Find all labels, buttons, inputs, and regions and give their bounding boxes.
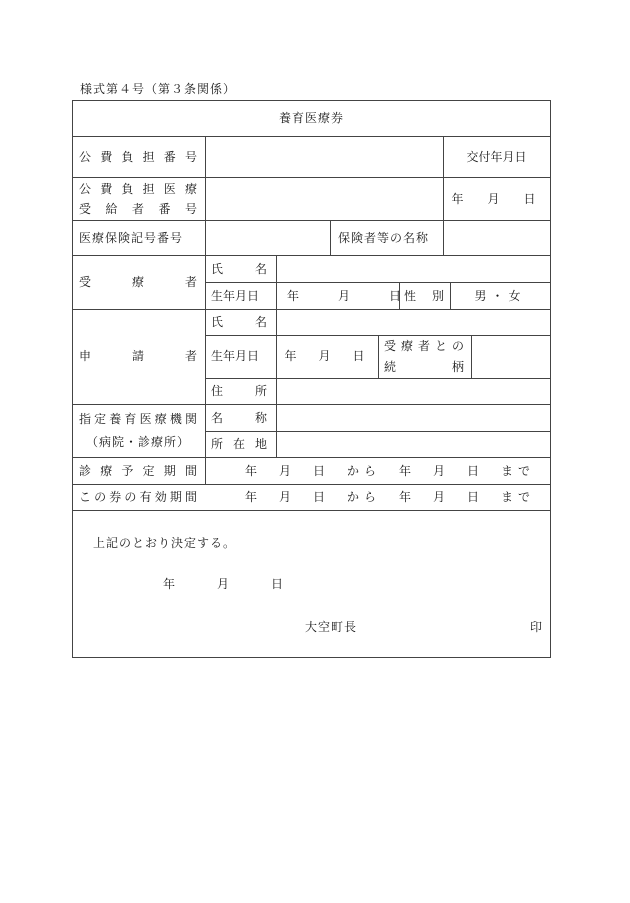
column-divider <box>443 220 444 255</box>
form-title: 養育医療券 <box>278 111 344 125</box>
patient-dob-label: 生年月日 <box>211 289 260 303</box>
patient-sex-label: 性 別 <box>404 289 444 303</box>
issuer-name: 大空町長 <box>305 620 358 634</box>
relation-label-line1: 受 療 者 と の <box>384 339 464 353</box>
validity-period-label: こ の 券 の 有 効 期 間 <box>79 490 197 504</box>
row-divider <box>73 510 550 511</box>
seal-mark: 印 <box>530 620 543 634</box>
decision-statement: 上記のとおり決定する。 <box>93 536 237 550</box>
patient-sex-value: 男・女 <box>474 289 526 303</box>
institution-label-line2: （病院・診療所） <box>85 435 190 449</box>
issue-date-value: 年 月 日 <box>451 192 542 206</box>
row-divider <box>73 484 550 485</box>
treatment-period-to: 年 月 日 まで <box>399 464 536 478</box>
treatment-period-from: 年 月 日 から <box>245 464 382 478</box>
insurer-name-label: 保険者等の名称 <box>338 231 430 245</box>
row-divider <box>73 255 550 256</box>
column-divider <box>378 335 379 378</box>
row-divider <box>73 177 550 178</box>
patient-dob-value: 年 月 日 <box>287 289 407 303</box>
applicant-dob-value: 年 月 日 <box>284 349 370 363</box>
applicant-dob-label: 生年月日 <box>211 349 260 363</box>
applicant-address-label: 住 所 <box>211 384 267 398</box>
medical-voucher-form <box>72 100 551 658</box>
institution-location-label: 所 在 地 <box>211 437 267 451</box>
recipient-number-label-line1: 公 費 負 担 医 療 <box>79 182 197 196</box>
patient-label: 受 療 者 <box>79 275 197 289</box>
row-divider <box>73 220 550 221</box>
row-divider <box>73 404 550 405</box>
treatment-period-label: 診 療 予 定 期 間 <box>79 464 197 478</box>
row-divider <box>73 136 550 137</box>
validity-period-from: 年 月 日 から <box>245 490 382 504</box>
decision-date: 年 月 日 <box>163 577 290 591</box>
column-divider <box>471 335 472 378</box>
insurance-number-label: 医療保険記号番号 <box>79 231 184 245</box>
row-divider <box>205 282 550 283</box>
column-divider <box>330 220 331 255</box>
institution-name-label: 名 称 <box>211 411 267 425</box>
applicant-label: 申 請 者 <box>79 349 197 363</box>
applicant-name-label: 氏 名 <box>211 315 267 329</box>
public-payer-number-label: 公 費 負 担 番 号 <box>79 150 197 164</box>
column-divider <box>205 255 206 484</box>
patient-name-label: 氏 名 <box>211 262 267 276</box>
validity-period-to: 年 月 日 まで <box>399 490 536 504</box>
relation-label-line2: 続 柄 <box>384 360 464 374</box>
column-divider <box>205 220 206 255</box>
row-divider <box>205 431 550 432</box>
row-divider <box>205 378 550 379</box>
row-divider <box>73 457 550 458</box>
column-divider <box>205 136 206 220</box>
issue-date-label: 交付年月日 <box>466 150 527 164</box>
row-divider <box>73 309 550 310</box>
form-number: 様式第４号（第３条関係） <box>80 82 237 96</box>
institution-label-line1: 指 定 養 育 医 療 機 関 <box>79 412 197 426</box>
recipient-number-label-line2: 受 給 者 番 号 <box>79 202 197 216</box>
